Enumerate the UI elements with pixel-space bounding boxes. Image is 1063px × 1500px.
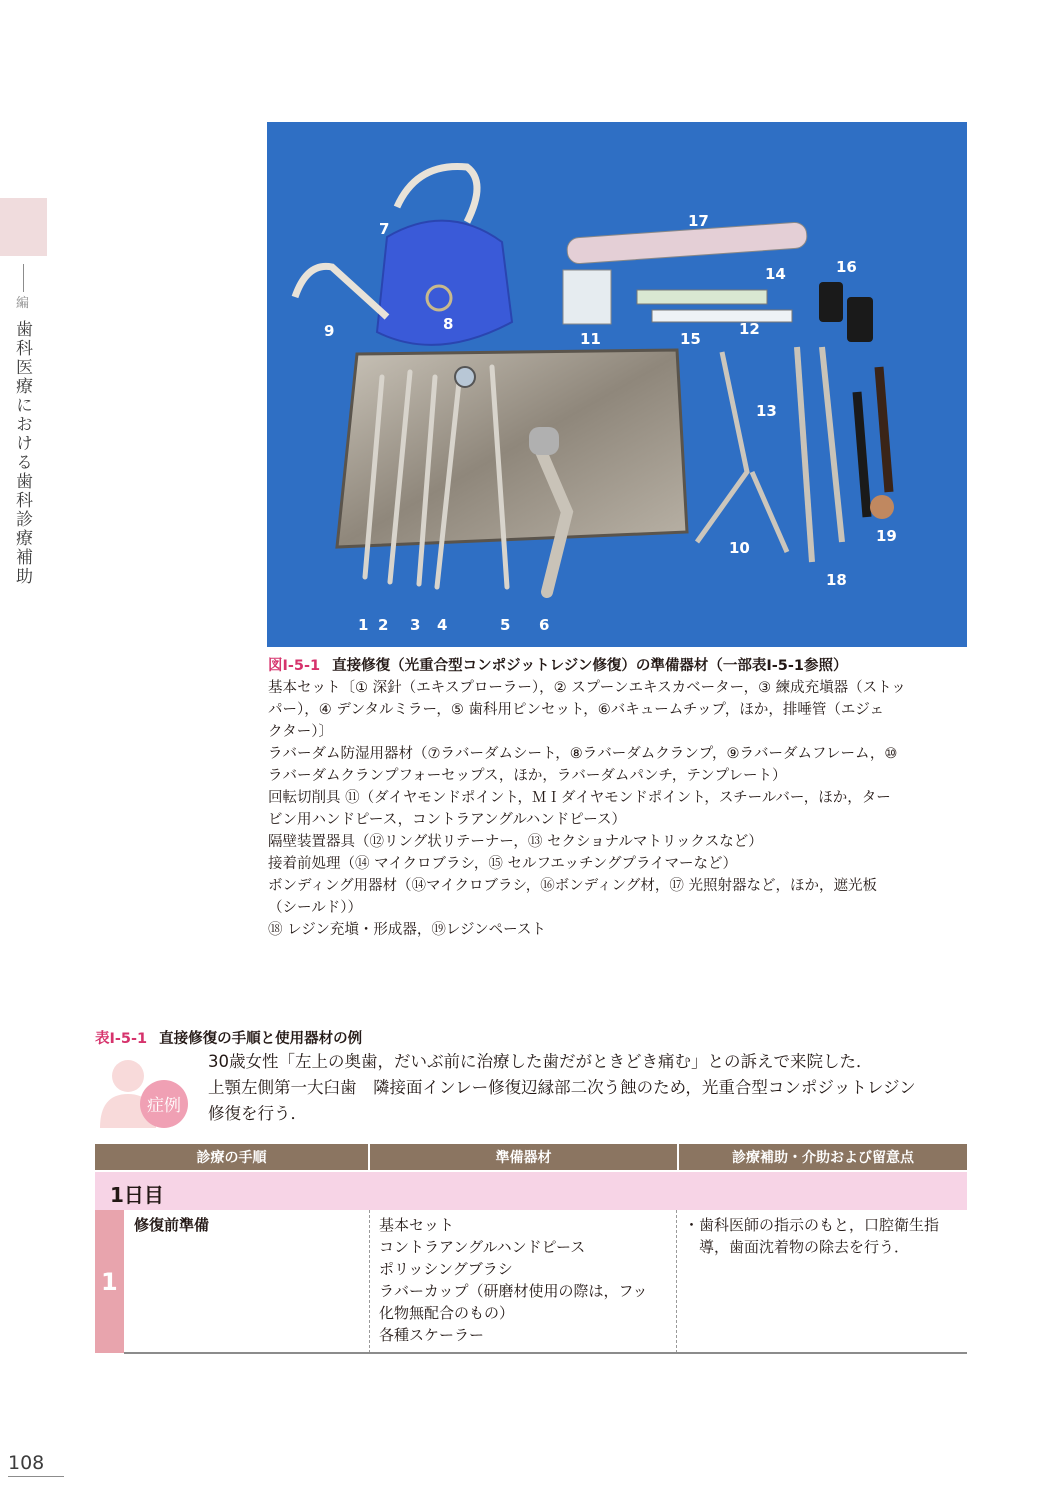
bur-block-shape <box>563 270 611 324</box>
composite-instrument-a <box>797 347 812 562</box>
figure-label-15: 15 <box>680 330 701 348</box>
caption-line: 基本セット〔① 深針（エキスプローラー），② スプーンエキスカベーター，③ 練成充塡器（ストッ <box>268 680 906 696</box>
caption-line: ⑱ レジン充塡・形成器，⑲レジンペースト <box>268 922 546 938</box>
column-divider <box>676 1210 677 1353</box>
instrument-illustration <box>267 122 967 647</box>
equipment-item: 基本セット <box>379 1216 455 1234</box>
step-name: 修復前準備 <box>134 1216 210 1234</box>
case-icon <box>98 1056 188 1134</box>
figure-label-16: 16 <box>836 258 857 276</box>
figure-label-9: 9 <box>324 322 335 340</box>
caption-line: クター）〕 <box>268 724 333 740</box>
case-line: 修復を行う． <box>208 1104 307 1123</box>
equipment-item: コントラアングルハンドピース <box>379 1238 586 1256</box>
handpiece-shape <box>566 222 807 265</box>
header-procedure: 診療の手順 <box>95 1144 370 1170</box>
note-line: ・歯科医師の指示のもと，口腔衛生指 <box>684 1216 940 1234</box>
figure-label-4: 4 <box>437 616 448 634</box>
caption-line: 回転切削具 ⑪（ダイヤモンドポイント，ＭＩダイヤモンドポイント，スチールバー，ほか，ター <box>268 790 891 806</box>
case-description <box>208 1049 973 1127</box>
figure-label-10: 10 <box>729 539 750 557</box>
resin-cap-shape <box>870 495 894 519</box>
table-bottom-rule <box>124 1352 967 1354</box>
table-header <box>95 1144 967 1170</box>
note-line: 導，歯面沈着物の除去を行う． <box>684 1238 910 1256</box>
figure-label-13: 13 <box>756 402 777 420</box>
caption-line: 接着前処理（⑭ マイクロブラシ，⑮ セルフエッチングプライマーなど） <box>268 856 738 872</box>
bottle-b-shape <box>847 297 873 342</box>
caption-line: ラバーダム防湿用器材（⑦ラバーダムシート，⑧ラバーダムクランプ，⑨ラバーダムフレーム，⑩ <box>268 746 898 762</box>
table-caption-tag: 表Ⅰ-5-1 <box>95 1031 148 1047</box>
step-number: 1 <box>101 1268 118 1296</box>
figure-label-8: 8 <box>443 315 454 333</box>
mirror-shape <box>455 367 475 387</box>
person-icon <box>98 1056 188 1134</box>
step-number-cell <box>95 1210 124 1353</box>
figure-label-14: 14 <box>765 265 786 283</box>
column-divider <box>369 1210 370 1353</box>
figure-label-17: 17 <box>688 212 709 230</box>
figure-label-5: 5 <box>500 616 511 634</box>
table-caption <box>95 1027 362 1048</box>
resin-syringe-a <box>857 392 867 517</box>
case-icon-label: 症例 <box>147 1096 181 1116</box>
figure-label-7: 7 <box>379 220 390 238</box>
frame-shape-left <box>295 266 387 317</box>
day-label: 1日目 <box>110 1183 164 1207</box>
figure-caption <box>268 655 968 941</box>
figure-label-2: 2 <box>378 616 389 634</box>
vacuum-cap-shape <box>529 427 559 455</box>
caption-line: （シールド）） <box>268 900 362 916</box>
resin-syringe-b <box>879 367 889 492</box>
chapter-tab <box>0 198 47 256</box>
frame-shape-top <box>397 167 477 223</box>
primer-tube-shape <box>637 290 767 304</box>
table-caption-title: 直接修復の手順と使用器材の例 <box>159 1031 363 1047</box>
equipment-item: 各種スケーラー <box>379 1326 485 1344</box>
equipment-item: ポリッシングブラシ <box>379 1260 513 1278</box>
page-number-rule <box>8 1476 64 1477</box>
case-line: 上顎左側第一大臼歯 隣接面インレー修復辺縁部二次う蝕のため，光重合型コンポジットレジン <box>208 1078 916 1097</box>
tray-shape <box>337 350 687 547</box>
chapter-title: 歯科医療における歯科診療補助 <box>12 320 32 586</box>
composite-instrument-b <box>822 347 842 542</box>
caption-line: ボンディング用器材（⑭マイクロブラシ，⑯ボンディング材，⑰ 光照射器など，ほか，遮光板 <box>268 878 877 894</box>
caption-line: パー），④ デンタルミラー，⑤ 歯科用ピンセット，⑥バキュームチップ，ほか，排唾管（エジェ <box>268 702 885 718</box>
figure-label-18: 18 <box>826 571 847 589</box>
figure-label-19: 19 <box>876 527 897 545</box>
bottle-a-shape <box>819 282 843 322</box>
case-line: 30歳女性「左上の奥歯，だいぶ前に治療した歯だがときどき痛む」との訴えで来院した． <box>208 1052 873 1071</box>
day-row <box>95 1172 967 1210</box>
figure-label-12: 12 <box>739 320 760 338</box>
syringe-shape <box>652 310 792 322</box>
caption-tag: 図Ⅰ-5-1 <box>268 658 321 674</box>
figure-label-11: 11 <box>580 330 601 348</box>
figure-label-6: 6 <box>539 616 550 634</box>
figure-label-3: 3 <box>410 616 421 634</box>
caption-line: 隔壁装置器具（⑫リング状リテーナー，⑬ セクショナルマトリックスなど） <box>268 834 763 850</box>
header-notes: 診療補助・介助および留意点 <box>732 1150 914 1166</box>
page-number: 108 <box>8 1452 45 1474</box>
instrument-photo <box>267 122 967 647</box>
forceps-shape <box>697 352 787 552</box>
chapter-hen: 編 <box>16 296 30 311</box>
notes-list <box>684 1214 964 1258</box>
caption-title-line <box>268 655 968 677</box>
caption-line: ビン用ハンドピース，コントラアングルハンドピース） <box>268 812 627 828</box>
figure-label-1: 1 <box>358 616 369 634</box>
header-equipment: 準備器材 <box>370 1144 679 1170</box>
caption-line: ラバーダムクランプフォーセップス，ほか，ラバーダムパンチ，テンプレート） <box>268 768 787 784</box>
chapter-divider <box>23 264 24 292</box>
equipment-item: 化物無配合のもの） <box>379 1304 515 1322</box>
equipment-item: ラバーカップ（研磨材使用の際は，フッ <box>379 1282 648 1300</box>
equipment-list <box>379 1214 669 1346</box>
caption-title: 直接修復（光重合型コンポジットレジン修復）の準備器材（一部表Ⅰ-5-1参照） <box>332 658 848 674</box>
